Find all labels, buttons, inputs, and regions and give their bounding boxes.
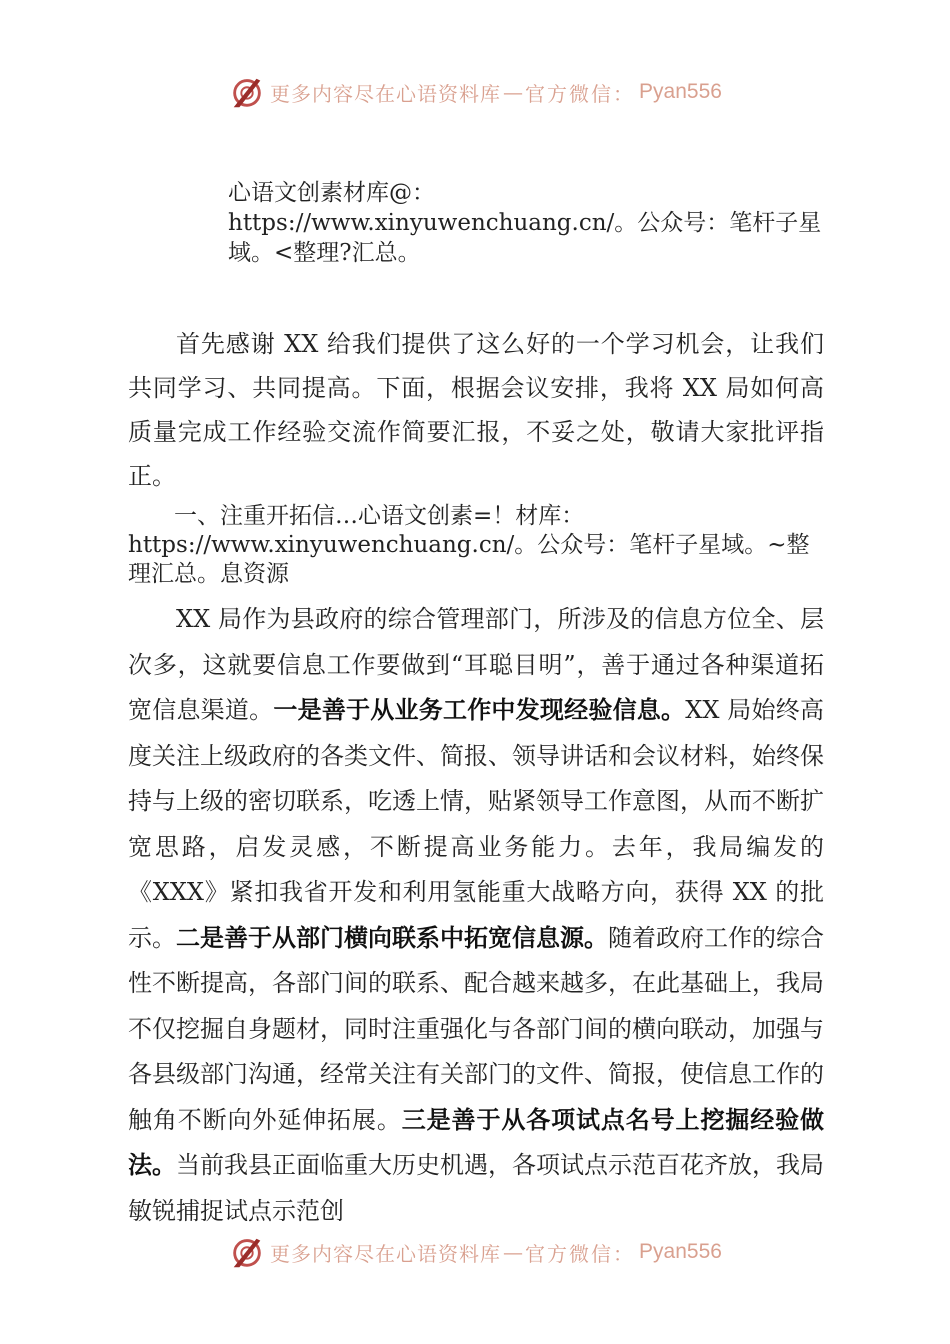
banner-slogan: 更多内容尽在心语资料库 bbox=[270, 1241, 502, 1266]
banner-separator: — bbox=[503, 80, 524, 104]
intro-paragraph: 首先感谢 XX 给我们提供了这么好的一个学习机会，让我们共同学习、共同提高。下面，根据会议安排，我将 XX 局如何高质量完成工作经验交流作简要汇报，不妥之处，敬请大家批评指正。 bbox=[128, 330, 824, 490]
quill-circle-logo-icon bbox=[228, 1233, 266, 1271]
quill-circle-logo-icon bbox=[228, 73, 266, 111]
document-body bbox=[128, 322, 824, 1234]
point-1-title: 一是善于从业务工作中发现经验信息。 bbox=[273, 696, 686, 724]
banner-separator: — bbox=[503, 1240, 524, 1264]
source-note: 心语文创素材库@：https://www.xinyuwenchuang.cn/。公众号：笔杆子星域。<整理?汇总。 bbox=[228, 180, 822, 266]
section-lead-text: XX 局作为县政府的综合管理部门，所涉及的信息方位全、层次多，这就要信息工作要做到“耳聪目明”，善于通过各种渠道拓宽信息渠道。 bbox=[128, 605, 824, 724]
point-3-text: 当前我县正面临重大历史机遇，各项试点示范百花齐放，我局敏锐捕捉试点示范创 bbox=[128, 1151, 824, 1225]
point-1-text: XX 局始终高度关注上级政府的各类文件、简报、领导讲话和会议材料，始终保持与上级的密切联系，吃透上情，贴紧领导工作意图，从而不断扩宽思路，启发灵感，不断提高业务能力。去年，我局编发的《XXX》紧扣我省开发和利用氢能重大战略方向，获得 XX 的批示。 bbox=[128, 696, 824, 952]
point-2-text: 随着政府工作的综合性不断提高，各部门间的联系、配合越来越多，在此基础上，我局不仅挖掘自身题材，同时注重强化与各部门间的横向联动，加强与各县级部门沟通，经常关注有关部门的文件、简报，使信息工作的触角不断向外延伸拓展。 bbox=[128, 923, 824, 1134]
banner-wechat-id: Pyan556 bbox=[639, 80, 722, 103]
section-paragraph bbox=[128, 597, 824, 1234]
point-2-title: 二是善于从部门横向联系中拓宽信息源。 bbox=[176, 923, 608, 952]
section-heading: 一、注重开拓信…心语文创素=！材库：https://www.xinyuwenchuang.cn/。公众号：笔杆子星域。~整理汇总。息资源 bbox=[128, 503, 810, 587]
banner-slogan: 更多内容尽在心语资料库 bbox=[270, 81, 502, 106]
banner-wechat-id: Pyan556 bbox=[639, 1240, 722, 1263]
header-banner bbox=[0, 72, 950, 112]
banner-wechat-label: 官方微信： bbox=[525, 81, 636, 106]
footer-banner bbox=[0, 1232, 950, 1272]
point-3-title: 三是善于从各项试点名号上挖掘经验做法。 bbox=[128, 1105, 825, 1179]
banner-wechat-label: 官方微信： bbox=[525, 1241, 636, 1266]
